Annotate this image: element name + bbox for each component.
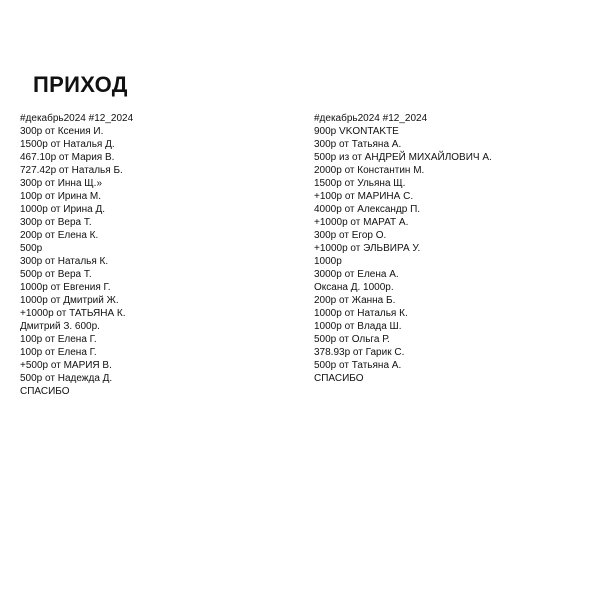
- donation-line: 1000р: [314, 256, 342, 267]
- donation-line: +1000р от ЭЛЬВИРА У.: [314, 243, 421, 254]
- donation-line: 300р от Наталья К.: [20, 256, 109, 267]
- donation-line: 300р от Егор О.: [314, 230, 387, 241]
- donation-line: 1000р от Дмитрий Ж.: [20, 295, 119, 306]
- page-title: ПРИХОД: [33, 72, 128, 97]
- donation-line: 727.42р от Наталья Б.: [20, 165, 123, 176]
- donation-line: 500р от Надежда Д.: [20, 373, 113, 384]
- donation-line: 1000р от Евгения Г.: [20, 282, 111, 293]
- donation-line: 100р от Елена Г.: [20, 334, 97, 345]
- donation-line: +1000р от МАРАТ А.: [314, 217, 409, 228]
- donation-line: 900р VKONTAKTE: [314, 126, 399, 137]
- donation-line: 2000р от Константин М.: [314, 165, 425, 176]
- donation-line: 500р из от АНДРЕЙ МИХАЙЛОВИЧ А.: [314, 152, 492, 163]
- donation-line: 1500р от Наталья Д.: [20, 139, 115, 150]
- right-donation-list: [314, 112, 584, 385]
- hashtag-line: #декабрь2024 #12_2024: [20, 113, 134, 124]
- donation-line: СПАСИБО: [314, 373, 364, 384]
- donation-line: 378.93р от Гарик С.: [314, 347, 405, 358]
- donation-line: 500р от Татьяна А.: [314, 360, 402, 371]
- donation-line: 3000р от Елена А.: [314, 269, 399, 280]
- donation-line: 500р от Вера Т.: [20, 269, 92, 280]
- donation-line: 300р от Татьяна А.: [314, 139, 402, 150]
- donation-line: 100р от Елена Г.: [20, 347, 97, 358]
- donation-line: 300р от Вера Т.: [20, 217, 92, 228]
- donation-line: 300р от Инна Щ.»: [20, 178, 103, 189]
- donation-line: 500р от Ольга Р.: [314, 334, 390, 345]
- donation-line: 1000р от Влада Ш.: [314, 321, 402, 332]
- donation-line: 1500р от Ульяна Щ.: [314, 178, 406, 189]
- donation-line: +500р от МАРИЯ В.: [20, 360, 112, 371]
- donation-line: 100р от Ирина М.: [20, 191, 102, 202]
- donation-line: 200р от Жанна Б.: [314, 295, 396, 306]
- donation-line: 300р от Ксения И.: [20, 126, 104, 137]
- donation-line: 500р: [20, 243, 43, 254]
- donation-line: 200р от Елена К.: [20, 230, 99, 241]
- donation-line: 467.10р от Мария В.: [20, 152, 115, 163]
- donation-line: +100р от МАРИНА С.: [314, 191, 414, 202]
- donation-line: Дмитрий З. 600р.: [20, 321, 100, 332]
- donation-line: 1000р от Наталья К.: [314, 308, 408, 319]
- hashtag-line: #декабрь2024 #12_2024: [314, 113, 428, 124]
- donation-line: +1000р от ТАТЬЯНА К.: [20, 308, 126, 319]
- donation-line: Оксана Д. 1000р.: [314, 282, 394, 293]
- donation-line: 1000р от Ирина Д.: [20, 204, 106, 215]
- left-donation-list: [20, 112, 290, 398]
- donation-line: 4000р от Александр П.: [314, 204, 421, 215]
- donation-line: СПАСИБО: [20, 386, 70, 397]
